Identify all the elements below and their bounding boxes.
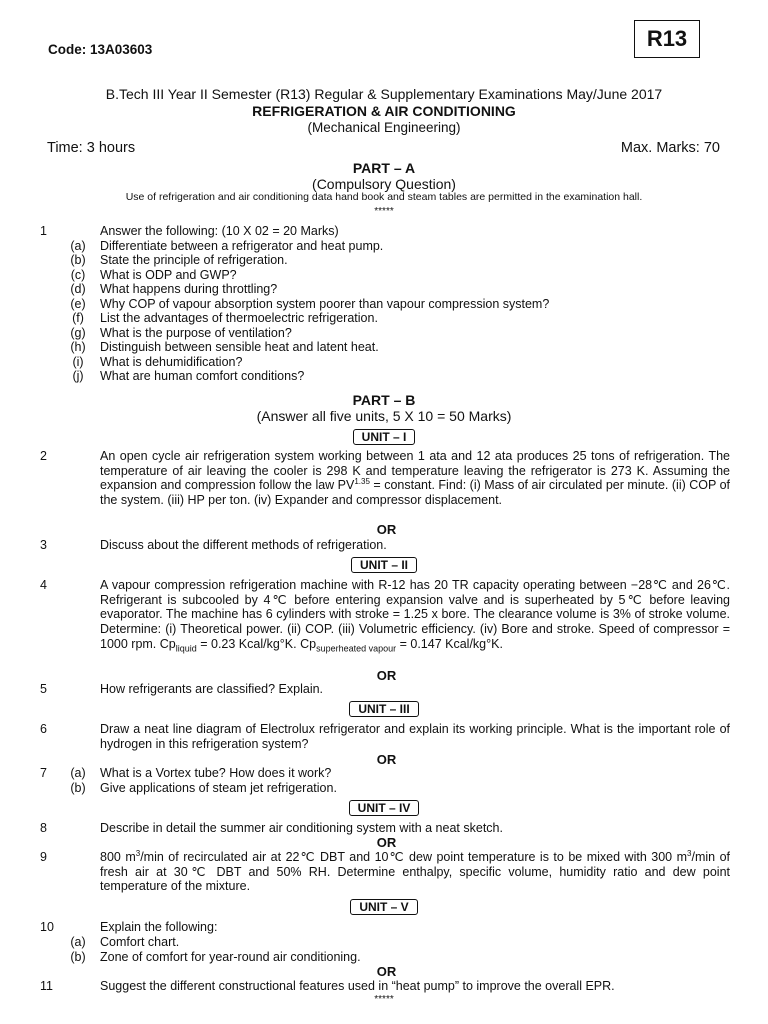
end-stars: ***** xyxy=(374,994,394,1005)
question-text: Why COP of vapour absorption system poorer than vapour compression system? xyxy=(100,296,550,311)
sub-label: (a) xyxy=(70,238,86,253)
sub-label: (h) xyxy=(70,340,86,354)
subject-title: REFRIGERATION & AIR CONDITIONING xyxy=(252,103,516,119)
question-text: Describe in detail the summer air conditioning system with a neat sketch. xyxy=(100,821,503,835)
question-text: Draw a neat line diagram of Electrolux refrigerator and explain its working principle. What is the important role of hydrogen in this refrigeration system? xyxy=(100,722,730,751)
or-divider: OR xyxy=(376,835,397,850)
instructions-note: Use of refrigeration and air conditioning data hand book and steam tables are permitted in the examination hall. xyxy=(125,191,643,203)
question-text: What is ODP and GWP? xyxy=(100,267,237,282)
exam-duration: Time: 3 hours xyxy=(47,140,136,156)
question-text: Differentiate between a refrigerator and heat pump. xyxy=(100,238,384,253)
unit-heading: UNIT – III xyxy=(349,701,418,717)
unit-heading: UNIT – I xyxy=(353,429,416,445)
question-number: 2 xyxy=(40,449,47,463)
unit-heading: UNIT – II xyxy=(351,557,417,573)
unit-heading: UNIT – IV xyxy=(349,800,420,816)
question-text: What is dehumidification? xyxy=(100,354,243,369)
max-marks: Max. Marks: 70 xyxy=(620,140,720,156)
question-text: A vapour compression refrigeration machine with R-12 has 20 TR capacity operating between −28℃ and 26℃. Refrigerant is subcooled by 4℃ before entering expansion valve and is superheated by 5℃ before leaving evaporator. The machine has 6 cylinders with stroke = 1.25 x bore. The clearance volume is 3% of stroke volume. Determine: (i) Theoretical power. (ii) COP. (iii) Volumetric efficiency. (iv) Bore and stroke. Speed of compressor = 1000 rpm. $Cp_{liquid} = 0.23$ Kcal/kg°K. $Cp_{superheated vapour} = 0.147$ Kcal/kg°K. xyxy=(100,578,730,654)
question-text: Distinguish between sensible heat and latent heat. xyxy=(100,340,379,354)
question-number: 7 xyxy=(40,766,47,780)
sub-label: (i) xyxy=(72,354,84,369)
question-text: What happens during throttling? xyxy=(100,282,278,296)
question-number: 4 xyxy=(40,578,47,592)
question-number: 8 xyxy=(40,821,47,835)
part-b-subtitle: (Answer all five units, 5 X 10 = 50 Marks) xyxy=(256,408,512,424)
question-number: 10 xyxy=(40,920,54,934)
sub-label: (d) xyxy=(70,282,86,296)
sub-label: (e) xyxy=(70,296,86,311)
question-number: 5 xyxy=(40,682,47,696)
question-text: List the advantages of thermoelectric refrigeration. xyxy=(100,311,378,325)
question-text: What is the purpose of ventilation? xyxy=(100,325,292,340)
paper-code: Code: 13A03603 xyxy=(48,42,153,57)
question-text: Discuss about the different methods of refrigeration. xyxy=(100,538,387,552)
question-text: Give applications of steam jet refrigeration. xyxy=(100,781,337,795)
sub-label: (j) xyxy=(72,369,84,383)
or-divider: OR xyxy=(376,522,397,537)
question-text: Suggest the different constructional features used in “heat pump” to improve the overall EPR. xyxy=(100,979,615,993)
part-b-title: PART – B xyxy=(352,392,416,408)
separator-stars: ***** xyxy=(374,206,394,217)
question-text: What is a Vortex tube? How does it work? xyxy=(100,766,332,780)
regulation-badge: R13 xyxy=(634,20,700,58)
question-number: 3 xyxy=(40,538,47,552)
sub-label: (a) xyxy=(70,766,86,780)
or-divider: OR xyxy=(376,668,397,683)
question-text: How refrigerants are classified? Explain. xyxy=(100,682,324,696)
question-number: 6 xyxy=(40,722,47,736)
sub-label: (g) xyxy=(70,325,86,340)
question-number: 1 xyxy=(40,224,47,238)
question-text: Zone of comfort for year-round air conditioning. xyxy=(100,950,361,964)
sub-label: (a) xyxy=(70,935,86,949)
sub-label: (b) xyxy=(70,781,86,795)
question-number: 9 xyxy=(40,850,47,864)
sub-label: (f) xyxy=(72,311,84,325)
exam-title: B.Tech III Year II Semester (R13) Regular & Supplementary Examinations May/June 2017 xyxy=(105,86,663,102)
sub-label: (b) xyxy=(70,253,86,267)
branch-name: (Mechanical Engineering) xyxy=(307,120,461,135)
question-number: 11 xyxy=(40,979,53,993)
sub-label: (c) xyxy=(70,267,86,282)
or-divider: OR xyxy=(376,752,397,767)
unit-heading: UNIT – V xyxy=(350,899,417,915)
or-divider: OR xyxy=(376,964,397,979)
question-text: What are human comfort conditions? xyxy=(100,369,305,383)
question-text: Explain the following: xyxy=(100,920,218,934)
part-a-instruction: Answer the following: (10 X 02 = 20 Marks) xyxy=(100,224,339,238)
question-text: 800 $m^3/\min$ of recirculated air at 22℃ DBT and 10℃ dew point temperature is to be mixed with 300 $m^3/\min$ of fresh air at 30℃ DBT and 50% RH. Determine enthalpy, specific volume, humidity ratio and dew point temperature of the mixture. xyxy=(100,848,730,894)
question-text: Comfort chart. xyxy=(100,935,180,949)
part-a-title: PART – A xyxy=(352,160,416,176)
part-a-subtitle: (Compulsory Question) xyxy=(312,176,456,192)
sub-label: (b) xyxy=(70,950,86,964)
question-text: State the principle of refrigeration. xyxy=(100,253,288,267)
question-text: An open cycle air refrigeration system working between 1 ata and 12 ata produces 25 tons of refrigeration. The temperature of air leaving the cooler is 298 K and temperature leaving the refrigerator is 273 K. Assuming the expansion and compression follow the law $PV^{1.35}$ = constant. Find: (i) Mass of air circulated per minute. (ii) COP of the system. (iii) HP per ton. (iv) Expander and compressor displacement. xyxy=(100,449,731,508)
